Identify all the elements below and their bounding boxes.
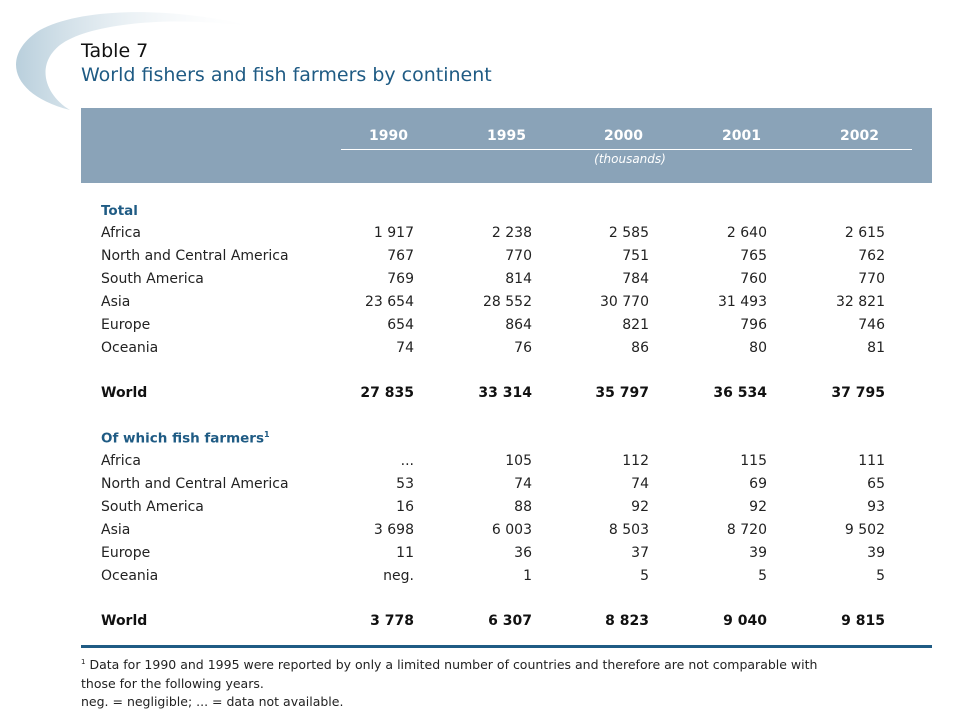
cell: 33 314 <box>478 385 532 401</box>
table-row <box>0 545 960 567</box>
cell: 112 <box>622 453 649 469</box>
table-row-world-total <box>0 385 960 407</box>
cell: 28 552 <box>483 294 532 310</box>
cell: 69 <box>749 476 767 492</box>
cell: 796 <box>740 317 767 333</box>
cell: 81 <box>867 340 885 356</box>
cell: 762 <box>858 248 885 264</box>
cell: 80 <box>749 340 767 356</box>
cell: 1 917 <box>373 225 414 241</box>
cell: 5 <box>640 568 649 584</box>
table-row <box>0 522 960 544</box>
cell: 765 <box>740 248 767 264</box>
cell: 115 <box>740 453 767 469</box>
cell: 53 <box>396 476 414 492</box>
table-bottom-rule <box>81 645 932 648</box>
cell: 36 534 <box>713 385 767 401</box>
cell: ... <box>400 453 414 469</box>
cell: 74 <box>514 476 532 492</box>
cell: 37 <box>631 545 649 561</box>
cell: 769 <box>387 271 414 287</box>
table-title: World fishers and fish farmers by continent <box>81 64 492 86</box>
cell: 105 <box>505 453 532 469</box>
cell: 74 <box>396 340 414 356</box>
table-row <box>0 453 960 475</box>
table-row <box>0 225 960 247</box>
cell: 16 <box>396 499 414 515</box>
cell: 5 <box>758 568 767 584</box>
table-row <box>0 248 960 270</box>
column-header-year: 1990 <box>369 128 408 144</box>
table-row <box>0 476 960 498</box>
cell: 770 <box>858 271 885 287</box>
row-label: Asia <box>101 522 131 538</box>
table-row-world-total <box>0 613 960 635</box>
cell: 3 778 <box>370 613 414 629</box>
cell: 814 <box>505 271 532 287</box>
table-row <box>0 568 960 590</box>
cell: 751 <box>622 248 649 264</box>
cell: 11 <box>396 545 414 561</box>
cell: 6 307 <box>488 613 532 629</box>
cell: 770 <box>505 248 532 264</box>
cell: 31 493 <box>718 294 767 310</box>
cell: 88 <box>514 499 532 515</box>
row-label: Asia <box>101 294 131 310</box>
cell: 65 <box>867 476 885 492</box>
footnote: neg. = negligible; ... = data not available. <box>81 694 344 709</box>
cell: 746 <box>858 317 885 333</box>
table-row <box>0 317 960 339</box>
cell: 8 720 <box>726 522 767 538</box>
cell: 767 <box>387 248 414 264</box>
cell: 6 003 <box>491 522 532 538</box>
cell: 111 <box>858 453 885 469</box>
column-header-year: 2002 <box>840 128 879 144</box>
row-label: North and Central America <box>101 248 289 264</box>
cell: 784 <box>622 271 649 287</box>
cell: 2 615 <box>844 225 885 241</box>
row-label: South America <box>101 499 204 515</box>
table-row <box>0 499 960 521</box>
row-label: Oceania <box>101 568 159 584</box>
section-title-total: Total <box>101 203 138 219</box>
units-label: (thousands) <box>594 152 666 166</box>
cell: 2 640 <box>726 225 767 241</box>
row-label: Africa <box>101 453 141 469</box>
cell: 864 <box>505 317 532 333</box>
cell: 9 502 <box>844 522 885 538</box>
row-label: World <box>101 613 148 629</box>
cell: 3 698 <box>373 522 414 538</box>
cell: 2 585 <box>608 225 649 241</box>
table-row <box>0 340 960 362</box>
row-label: World <box>101 385 148 401</box>
footnote: $^1$ Data for 1990 and 1995 were reported by only a limited number of countries and therefore are not comparable with <box>81 657 818 672</box>
cell: 39 <box>749 545 767 561</box>
cell: 9 815 <box>841 613 885 629</box>
cell: 654 <box>387 317 414 333</box>
cell: 74 <box>631 476 649 492</box>
cell: 37 795 <box>831 385 885 401</box>
column-header-year: 1995 <box>487 128 526 144</box>
section-title-fish-farmers: Of which fish farmers$^1$ <box>101 430 270 447</box>
row-label: Africa <box>101 225 141 241</box>
cell: 36 <box>514 545 532 561</box>
table-row <box>0 294 960 316</box>
cell: 93 <box>867 499 885 515</box>
cell: neg. <box>383 568 414 584</box>
row-label: Europe <box>101 545 151 561</box>
cell: 92 <box>631 499 649 515</box>
cell: 23 654 <box>365 294 414 310</box>
footnote-marker: 1 <box>81 657 86 666</box>
row-label: North and Central America <box>101 476 289 492</box>
cell: 32 821 <box>836 294 885 310</box>
cell: 8 503 <box>608 522 649 538</box>
cell: 1 <box>523 568 532 584</box>
row-label: South America <box>101 271 204 287</box>
footnote: those for the following years. <box>81 676 264 691</box>
table-header <box>81 108 932 183</box>
cell: 2 238 <box>491 225 532 241</box>
cell: 86 <box>631 340 649 356</box>
table-row <box>0 271 960 293</box>
cell: 35 797 <box>595 385 649 401</box>
cell: 8 823 <box>605 613 649 629</box>
cell: 92 <box>749 499 767 515</box>
cell: 821 <box>622 317 649 333</box>
row-label: Oceania <box>101 340 159 356</box>
table-number: Table 7 <box>81 40 149 62</box>
cell: 30 770 <box>600 294 649 310</box>
cell: 760 <box>740 271 767 287</box>
cell: 39 <box>867 545 885 561</box>
cell: 9 040 <box>723 613 767 629</box>
row-label: Europe <box>101 317 151 333</box>
header-rule <box>341 149 912 150</box>
cell: 76 <box>514 340 532 356</box>
cell: 5 <box>876 568 885 584</box>
cell: 27 835 <box>360 385 414 401</box>
footnote-marker: 1 <box>263 430 270 439</box>
column-header-year: 2000 <box>604 128 643 144</box>
column-header-year: 2001 <box>722 128 761 144</box>
